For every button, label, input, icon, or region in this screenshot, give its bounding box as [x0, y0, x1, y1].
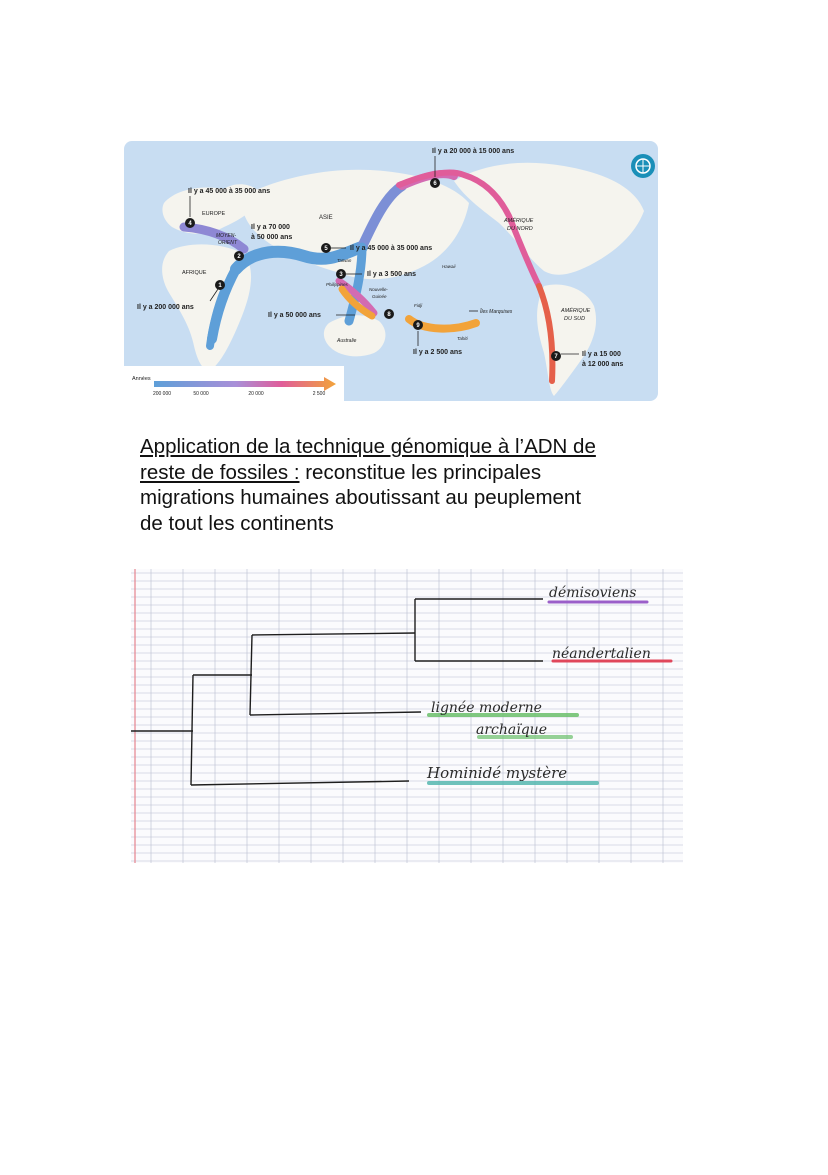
label-taiwan: Taïwan	[337, 258, 352, 263]
legend-tick: 200 000	[152, 391, 172, 397]
label-top-date: Il y a 20 000 à 15 000 ans	[432, 148, 515, 155]
text-line	[140, 460, 700, 486]
label-hawaii: Hawaii	[442, 264, 456, 269]
label-philippines-date: Il y a 3 500 ans	[367, 271, 417, 278]
explanation-paragraph	[140, 434, 700, 536]
label-tahiti: Tahiti	[457, 336, 468, 341]
leaf-label-archaic: archaïque	[476, 722, 547, 738]
heading-underlined: Application de la technique génomique à l’ADN de	[140, 435, 596, 458]
globe-icon	[631, 154, 655, 178]
legend-tick: 20 000	[248, 391, 264, 397]
label-moyen-orient-2: ORIENT	[218, 240, 237, 246]
label-nouvelle-guinee-1: Nouvelle-	[369, 287, 389, 292]
label-philippines: Philippines	[326, 282, 348, 287]
legend-title: Années	[132, 376, 151, 382]
text-line: de tout les continents	[140, 511, 334, 535]
label-amerique-sud-2: DU SUD	[564, 316, 586, 322]
heading-underlined: reste de fossiles :	[140, 460, 300, 484]
label-oceania-date: Il y a 2 500 ans	[413, 349, 463, 356]
text-line	[140, 434, 700, 460]
text-line: migrations humaines aboutissant au peuplement	[140, 486, 582, 510]
human-migration-map	[124, 141, 658, 401]
marker-label: 6	[433, 181, 437, 187]
label-asie: ASIE	[319, 215, 333, 221]
legend-tick: 2 500	[312, 391, 326, 397]
marker-label: 4	[188, 221, 192, 227]
label-afrique-date: Il y a 200 000 ans	[137, 304, 194, 311]
marker-label: 3	[339, 272, 343, 278]
label-mo-date-2: à 50 000 ans	[251, 234, 293, 241]
marker-label: 7	[554, 354, 558, 360]
label-iles-marquises: Îles Marquises	[480, 309, 513, 315]
leaf-label-neanderthal: néandertalien	[552, 646, 651, 662]
label-mo-date-1: Il y a 70 000	[251, 224, 290, 231]
label-amerique-sud-1: AMÉRIQUE	[561, 308, 591, 314]
marker-label: 1	[218, 283, 222, 289]
label-moyen-orient-1: MOYEN-	[216, 233, 236, 239]
marker-label: 2	[237, 254, 241, 260]
label-asia-date: Il y a 45 000 à 35 000 ans	[350, 245, 433, 252]
label-europe: EUROPE	[202, 211, 226, 217]
label-fidji: Fidji	[414, 303, 423, 308]
label-europe-date: Il y a 45 000 à 35 000 ans	[188, 188, 271, 195]
marker-label: 5	[324, 246, 328, 252]
label-afrique: AFRIQUE	[182, 270, 207, 276]
leaf-label-modern-lineage: lignée moderne	[431, 700, 542, 716]
phylogenetic-tree-notebook	[131, 569, 683, 863]
body-text: reconstitue les principales	[299, 460, 542, 484]
label-sa-date-1: Il y a 15 000	[582, 351, 621, 358]
leaf-label-denisovan: démisoviens	[549, 585, 637, 601]
label-australie: Australie	[337, 338, 357, 344]
legend-tick: 50 000	[193, 391, 209, 397]
label-nouvelle-guinee-2: Guinée	[372, 294, 387, 299]
label-australia-date: Il y a 50 000 ans	[268, 312, 321, 319]
timeline-legend	[124, 366, 344, 401]
label-sa-date-2: à 12 000 ans	[582, 361, 624, 368]
label-amerique-nord-1: AMÉRIQUE	[504, 218, 534, 224]
marker-label: 9	[416, 323, 420, 329]
leaf-label-hominid-mystery: Hominidé mystère	[427, 764, 568, 782]
marker-label: 8	[387, 312, 391, 318]
label-amerique-nord-2: DU NORD	[507, 226, 533, 232]
